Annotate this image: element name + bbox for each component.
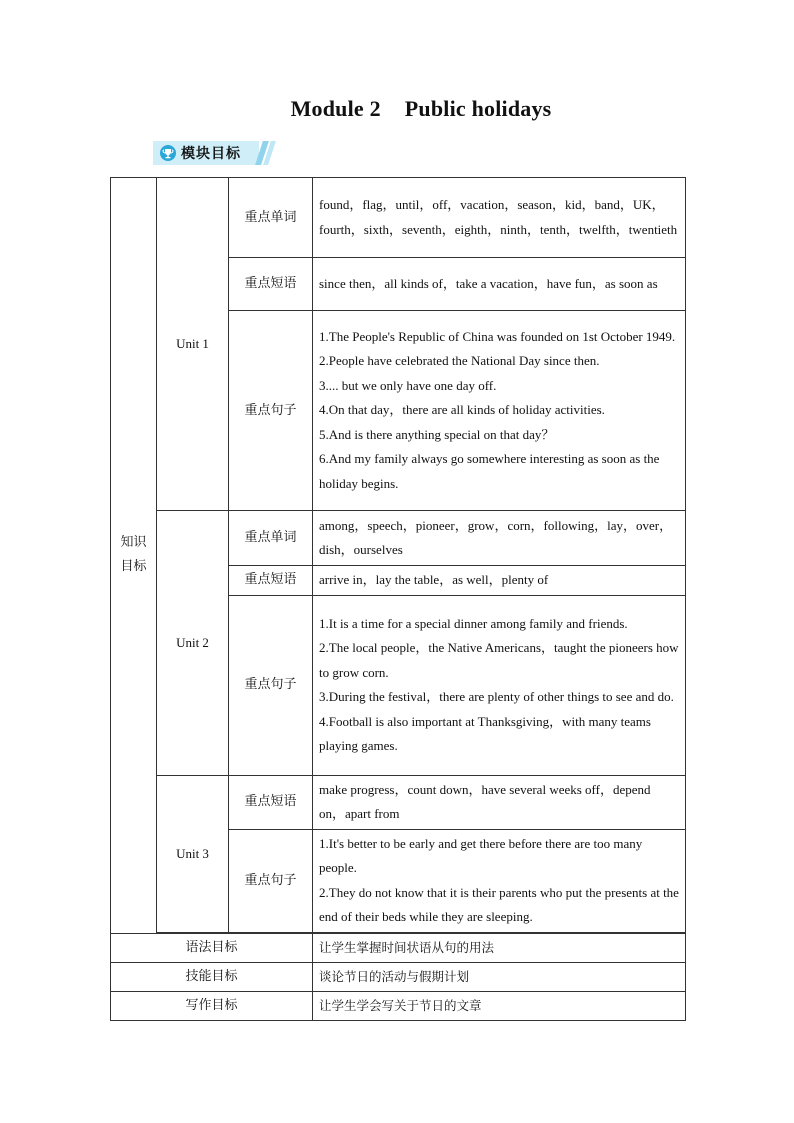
module-name: Public holidays	[404, 96, 552, 121]
module-number: Module 2	[290, 96, 381, 121]
writing-goal-label: 写作目标	[111, 991, 313, 1020]
category-label: 重点句子	[229, 829, 313, 932]
skill-goal-text: 谈论节日的活动与假期计划	[313, 962, 686, 991]
table-row	[111, 962, 686, 991]
table-row	[111, 933, 686, 962]
badge-label: 模块目标	[181, 146, 241, 162]
category-label: 重点单词	[229, 178, 313, 258]
knowledge-goals-label: 知识 目标	[111, 178, 157, 934]
content-cell: 1.The People's Republic of China was founded on 1st October 1949. 2.People have celebrated the National Day since then. 3.... but we only have one day off. 4.On that day，there are all kinds of holiday activities. 5.And is there anything special on that day？ 6.And my family always go somewhere interesting as soon as the holiday begins.	[313, 311, 686, 511]
category-label: 重点句子	[229, 595, 313, 775]
table-row	[111, 511, 686, 566]
skill-goal-label: 技能目标	[111, 962, 313, 991]
module-goals-badge	[153, 141, 275, 165]
content-cell: since then，all kinds of，take a vacation，have fun，as soon as	[313, 258, 686, 311]
writing-goal-text: 让学生学会写关于节日的文章	[313, 991, 686, 1020]
category-label: 重点短语	[229, 258, 313, 311]
content-cell: 1.It is a time for a special dinner among family and friends. 2.The local people，the Native Americans，taught the pioneers how to grow corn. 3.During the festival，there are plenty of other things to see and do. 4.Football is also important at Thanksgiving，with many teams playing games.	[313, 595, 686, 775]
grammar-goal-label: 语法目标	[111, 933, 313, 962]
unit-label: Unit 1	[157, 178, 229, 511]
content-cell: among，speech，pioneer，grow，corn，following，lay，over，dish，ourselves	[313, 511, 686, 566]
table-row	[111, 991, 686, 1020]
trophy-icon	[160, 145, 176, 161]
content-cell: arrive in，lay the table，as well，plenty of	[313, 566, 686, 596]
category-label: 重点短语	[229, 566, 313, 596]
module-goals-table	[110, 177, 686, 1021]
category-label: 重点短语	[229, 775, 313, 829]
table-row	[111, 775, 686, 829]
content-cell: found，flag，until，off，vacation，season，kid，band，UK，fourth，sixth，seventh，eighth，ninth，tenth，twelfth，twentieth	[313, 178, 686, 258]
table-row	[111, 178, 686, 258]
unit-label: Unit 2	[157, 511, 229, 776]
page-title	[0, 96, 794, 122]
category-label: 重点句子	[229, 311, 313, 511]
grammar-goal-text: 让学生掌握时间状语从句的用法	[313, 933, 686, 962]
unit-label: Unit 3	[157, 775, 229, 932]
category-label: 重点单词	[229, 511, 313, 566]
content-cell: 1.It's better to be early and get there before there are too many people. 2.They do not know that it is their parents who put the presents at the end of their beds while they are sleeping.	[313, 829, 686, 932]
content-cell: make progress，count down，have several weeks off，depend on，apart from	[313, 775, 686, 829]
